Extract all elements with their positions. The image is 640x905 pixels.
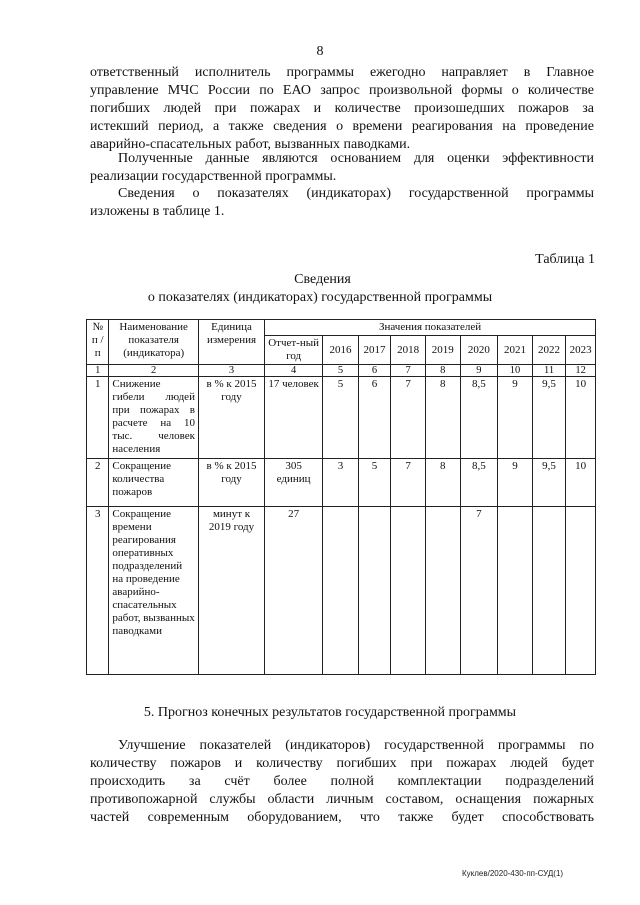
header-year: 2018: [391, 336, 426, 365]
column-number: 1: [87, 365, 109, 377]
year-value: [391, 507, 426, 675]
report-year-value: 17 человек: [265, 377, 323, 459]
header-year: 2017: [358, 336, 391, 365]
header-name: Наименование показателя (индикатора): [109, 320, 199, 365]
year-value: 9: [498, 459, 533, 507]
year-value: 6: [358, 377, 391, 459]
header-year: 2023: [566, 336, 596, 365]
indicator-unit: минут к 2019 году: [198, 507, 264, 675]
column-number: 11: [532, 365, 566, 377]
column-number: 5: [323, 365, 359, 377]
year-value: 9,5: [532, 459, 566, 507]
intro-paragraph: [90, 64, 594, 154]
year-value: 8,5: [460, 377, 498, 459]
table-reference-paragraph: [90, 185, 594, 221]
column-number-row: [87, 365, 596, 377]
section-heading: 5. Прогноз конечных результатов государственной программы: [143, 705, 517, 720]
row-num: 1: [87, 377, 109, 459]
indicator-unit: в % к 2015 году: [198, 459, 264, 507]
column-number: 9: [460, 365, 498, 377]
column-number: 7: [391, 365, 426, 377]
text-line: погибших людей при пожарах и количестве произошедших пожаров за: [90, 101, 594, 116]
header-unit: Единица измерения: [198, 320, 264, 365]
header-year: 2019: [425, 336, 460, 365]
text-line: Полученные данные являются основанием для оценки эффективности: [118, 151, 594, 166]
column-number: 12: [566, 365, 596, 377]
text-line: Сведения о показателях (индикаторах) государственной программы: [118, 186, 594, 201]
year-value: 10: [566, 377, 596, 459]
text-line: количеству пожаров и количеству погибших при пожарах людей будет: [90, 756, 594, 771]
header-values: Значения показателей: [265, 320, 596, 336]
column-number: 2: [109, 365, 199, 377]
year-value: 5: [323, 377, 359, 459]
year-value: [532, 507, 566, 675]
table-row: [87, 507, 596, 675]
text-line: частей современным оборудованием, что также будет способствовать: [90, 810, 594, 825]
indicator-unit: в % к 2015 году: [198, 377, 264, 459]
page-number: 8: [316, 44, 324, 59]
year-value: 8,5: [460, 459, 498, 507]
text-line: изложены в таблице 1.: [90, 204, 225, 219]
year-value: [498, 507, 533, 675]
indicators-table: [86, 319, 596, 675]
text-line: реализации государственной программы.: [90, 169, 337, 184]
year-value: [566, 507, 596, 675]
year-value: [358, 507, 391, 675]
row-num: 2: [87, 459, 109, 507]
report-year-value: 305 единиц: [265, 459, 323, 507]
header-year: 2020: [460, 336, 498, 365]
text-line: происходить за счёт более полной комплектации подразделений: [90, 774, 594, 789]
data-basis-paragraph: [90, 150, 594, 186]
year-value: 7: [460, 507, 498, 675]
column-number: 8: [425, 365, 460, 377]
text-line: управление МЧС России по ЕАО запрос произвольной формы о количестве: [90, 83, 594, 98]
year-value: [425, 507, 460, 675]
header-year: 2022: [532, 336, 566, 365]
table-title-line: Сведения: [294, 272, 351, 287]
text-line: аварийно-спасательных работ, вызванных паводками.: [90, 137, 411, 152]
column-number: 6: [358, 365, 391, 377]
column-number: 10: [498, 365, 533, 377]
text-line: ответственный исполнитель программы ежегодно направляет в Главное: [90, 65, 594, 80]
header-report-year: Отчет-ный год: [265, 336, 323, 365]
indicator-name: Сокращение времени реагирования оперативных подразделений на проведение аварийно-спасательных работ, вызванных паводками: [109, 507, 199, 675]
forecast-paragraph: [90, 737, 594, 827]
indicator-name: Сокращение количества пожаров: [109, 459, 199, 507]
text-line: противопожарной службы области личным составом, оснащения пожарных: [90, 792, 594, 807]
table-title-line: о показателях (индикаторах) государственной программы: [147, 290, 493, 305]
year-value: 3: [323, 459, 359, 507]
indicator-name: Снижение гибели людей при пожарах в расчете на 10 тыс. человек населения: [109, 377, 199, 459]
header-year: 2021: [498, 336, 533, 365]
row-num: 3: [87, 507, 109, 675]
column-number: 3: [198, 365, 264, 377]
table-row: [87, 377, 596, 459]
header-year: 2016: [323, 336, 359, 365]
year-value: 7: [391, 377, 426, 459]
table-row: [87, 459, 596, 507]
year-value: [323, 507, 359, 675]
table-header-row: [87, 320, 596, 336]
column-number: 4: [265, 365, 323, 377]
text-line: истекший период, а также сведения о времени реагирования на проведение: [90, 119, 594, 134]
table-label: Таблица 1: [535, 252, 595, 267]
document-code: Куклев/2020-430-пп-СУД(1): [462, 869, 564, 878]
year-value: 7: [391, 459, 426, 507]
table-title: [0, 271, 640, 307]
text-line: Улучшение показателей (индикаторов) государственной программы по: [118, 738, 594, 753]
header-num: № п /п: [87, 320, 109, 365]
year-value: 8: [425, 459, 460, 507]
year-value: 10: [566, 459, 596, 507]
report-year-value: 27: [265, 507, 323, 675]
year-value: 8: [425, 377, 460, 459]
year-value: 5: [358, 459, 391, 507]
year-value: 9: [498, 377, 533, 459]
year-value: 9,5: [532, 377, 566, 459]
